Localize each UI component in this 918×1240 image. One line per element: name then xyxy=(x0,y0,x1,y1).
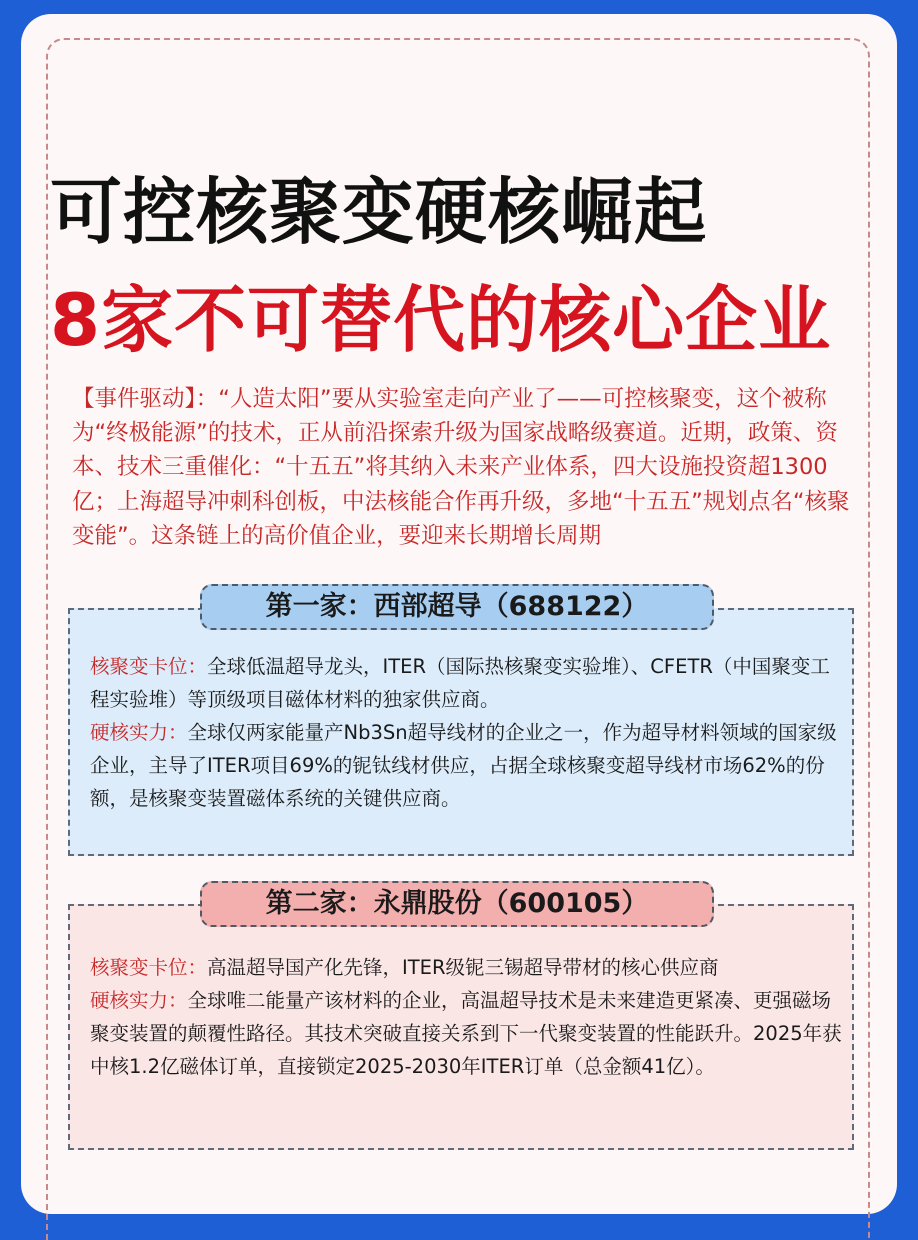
intro-text: “人造太阳”要从实验室走向产业了——可控核聚变，这个被称为“终极能源”的技术，正从前沿探索升级为国家战略级赛道。近期，政策、资本、技术三重催化：“十五五”将其纳入未来产业体系，四大设施投资超1300亿；上海超导冲刺科创板，中法核能合作再升级，多地“十五五”规划点名“核聚变能”。这条链上的高价值企业，要迎来长期增长周期 xyxy=(72,386,850,549)
strength-row-2 xyxy=(90,984,842,1083)
strength-label-2: 硬核实力： xyxy=(90,989,188,1012)
position-text-1: 全球低温超导龙头，ITER（国际热核聚变实验堆）、CFETR（中国聚变工程实验堆）等顶级项目磁体材料的独家供应商。 xyxy=(90,655,830,711)
strength-label-1: 硬核实力： xyxy=(90,721,188,744)
strength-row-1 xyxy=(90,716,842,815)
position-row-1 xyxy=(90,650,842,716)
position-label-1: 核聚变卡位： xyxy=(90,655,208,678)
subheadline: 8家不可替代的核心企业 xyxy=(50,278,832,362)
company-heading-1: 第一家：西部超导（688122） xyxy=(200,584,714,630)
position-text-2: 高温超导国产化先锋，ITER级铌三锡超导带材的核心供应商 xyxy=(207,956,719,979)
intro-label: 【事件驱动】： xyxy=(72,386,219,412)
strength-text-2: 全球唯二能量产该材料的企业，高温超导技术是未来建造更紧凑、更强磁场聚变装置的颠覆性路径。其技术突破直接关系到下一代聚变装置的性能跃升。2025年获中核1.2亿磁体订单，直接锁定2025-2030年ITER订单（总金额41亿）。 xyxy=(90,989,842,1078)
position-label-2: 核聚变卡位： xyxy=(90,956,208,979)
headline: 可控核聚变硬核崛起 xyxy=(50,170,708,254)
company-heading-2: 第二家：永鼎股份（600105） xyxy=(200,881,714,927)
company-body-2 xyxy=(90,951,842,1083)
intro-paragraph xyxy=(72,382,852,553)
strength-text-1: 全球仅两家能量产Nb3Sn超导线材的企业之一，作为超导材料领域的国家级企业，主导了ITER项目69%的铌钛线材供应，占据全球核聚变超导线材市场62%的份额，是核聚变装置磁体系统的关键供应商。 xyxy=(90,721,837,810)
company-body-1 xyxy=(90,650,842,815)
position-row-2 xyxy=(90,951,842,984)
